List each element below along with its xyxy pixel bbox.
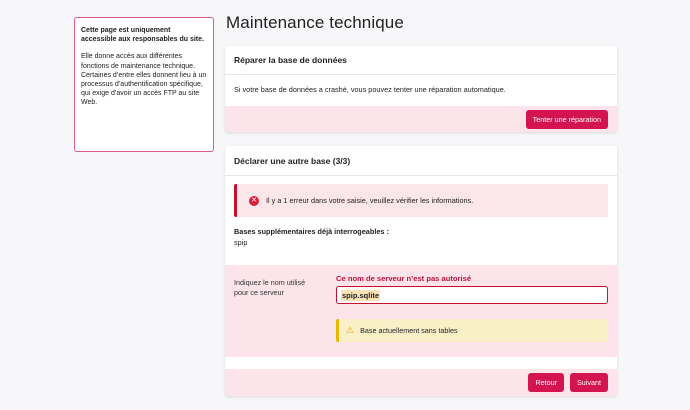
server-name-input[interactable] — [336, 286, 608, 304]
repair-card-title: Réparer la base de données — [225, 46, 617, 75]
declare-card-title: Déclarer une autre base (3/3) — [225, 146, 617, 176]
repair-button[interactable]: Tenter une réparation — [526, 110, 608, 129]
repair-card — [225, 46, 617, 132]
error-message: Il y a 1 erreur dans votre saisie, veuillez vérifier les informations. — [266, 196, 474, 205]
bases-value: spip — [234, 238, 248, 247]
info-lead: Cette page est uniquement accessible aux responsables du site. — [81, 27, 204, 44]
back-button[interactable]: Retour — [528, 373, 564, 392]
warning-triangle-icon: ⚠ — [346, 325, 355, 335]
bases-label: Bases supplémentaires déjà interrogeables : — [234, 227, 389, 236]
server-name-error: Ce nom de serveur n’est pas autorisé — [336, 274, 472, 283]
server-name-field — [225, 265, 617, 357]
warning-message: Base actuellement sans tables — [360, 326, 458, 335]
declare-card — [225, 146, 617, 396]
declare-card-footer — [225, 369, 617, 396]
error-circle-icon: ✕ — [249, 196, 259, 206]
page-title: Maintenance technique — [226, 13, 404, 32]
error-alert — [234, 184, 608, 217]
info-text: Elle donne accès aux différentes fonctions de maintenance technique. Certaines d’entre elles donnent lieu à un processus d’authentification spécifique, qui exige d’avoir un accès FTP au site Web. — [81, 53, 207, 107]
next-button[interactable]: Suivant — [570, 373, 608, 392]
repair-card-footer — [225, 106, 617, 132]
server-name-label: Indiquez le nom utilisé pour ce serveur — [234, 278, 306, 297]
warning-alert — [336, 319, 608, 342]
server-name-value: spip.sqlite — [342, 290, 380, 300]
repair-card-text: Si votre base de données a crashé, vous pouvez tenter une réparation automatique. — [234, 85, 506, 94]
info-box — [74, 17, 214, 152]
